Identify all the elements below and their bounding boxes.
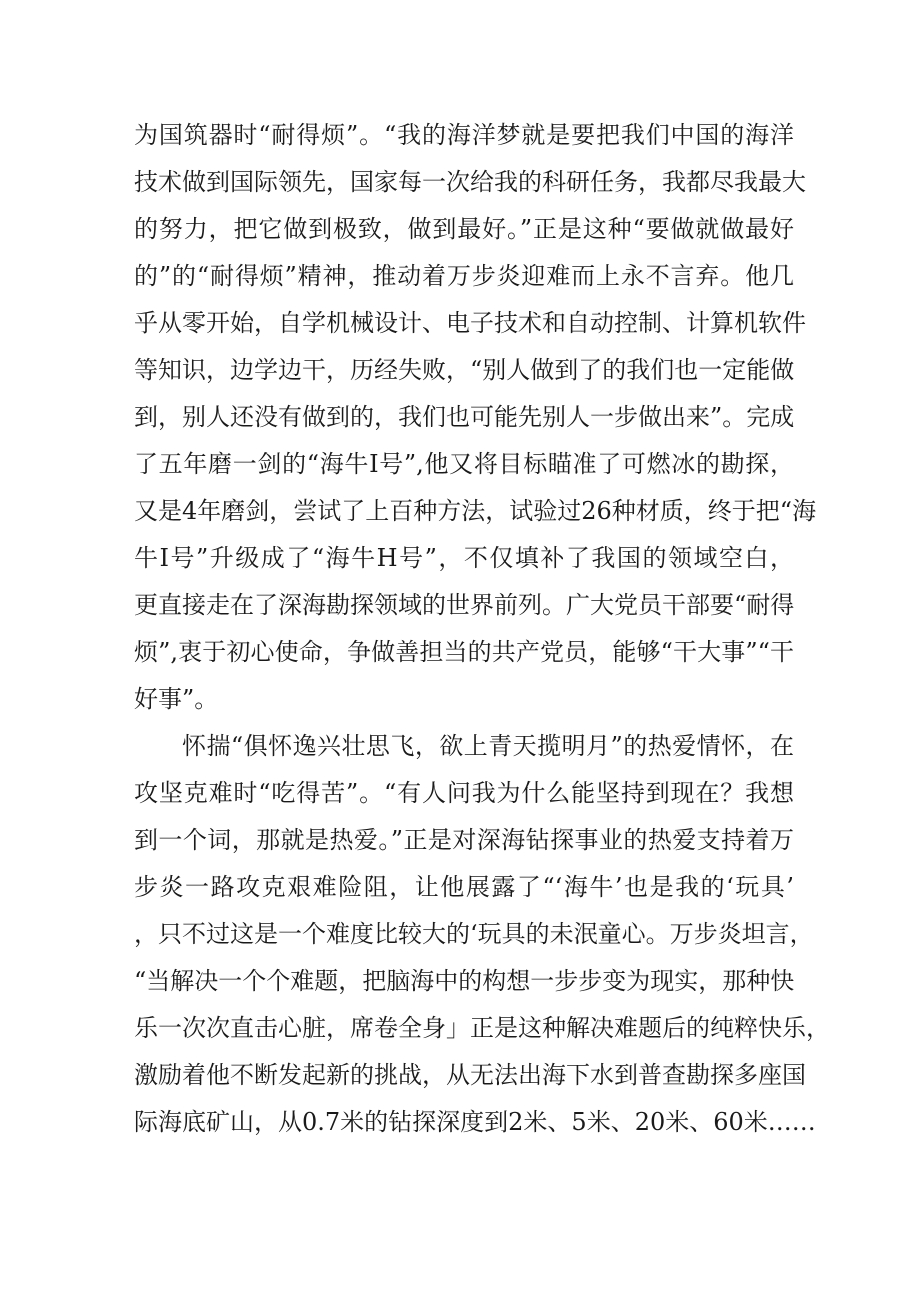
- text-line: 牛I号”升级成了“海牛H号”，不仅填补了我国的领域空白，: [134, 544, 794, 572]
- text-line: 到一个词，那就是热爱。”正是对深海钻探事业的热爱支持着万: [134, 826, 794, 854]
- text-line: 步炎一路攻克艰难险阻，让他展露了“‘海牛’也是我的‘玩具’: [134, 873, 794, 901]
- text-line: “当解决一个个难题，把脑海中的构想一步步变为现实，那种快: [134, 967, 795, 995]
- text-line: 际海底矿山，从0.7米的钻探深度到2米、5米、20米、60米……: [134, 1108, 816, 1136]
- paragraph-2: [134, 723, 830, 1146]
- text-line: 等知识，边学边干，历经失败，“别人做到了的我们也一定能做: [134, 356, 795, 384]
- text-line: 好事”。: [134, 685, 219, 713]
- text-line: 的”的“耐得烦”精神，推动着万步炎迎难而上永不言弃。他几: [134, 262, 794, 290]
- text-line: 乎从零开始，自学机械设计、电子技术和自动控制、计算机软件: [134, 309, 806, 337]
- text-line: ，只不过这是一个难度比较大的‘玩具的未泯童心。万步炎坦言，: [134, 920, 814, 948]
- text-line: 又是4年磨剑，尝试了上百种方法，试验过26种材质，终于把“海: [134, 497, 817, 525]
- text-line: 怀揣“俱怀逸兴壮思飞，欲上青天揽明月”的热爱情怀，在: [182, 732, 794, 760]
- text-line: 技术做到国际领先，国家每一次给我的科研任务，我都尽我最大: [134, 168, 806, 196]
- text-line: 了五年磨一剑的“海牛I号”,他又将目标瞄准了可燃冰的勘探，: [134, 450, 794, 478]
- text-line: 攻坚克难时“吃得苦”。“有人问我为什么能坚持到现在？我想: [134, 779, 794, 807]
- document-body: [134, 112, 830, 1146]
- text-line: 为国筑器时“耐得烦”。“我的海洋梦就是要把我们中国的海洋: [134, 121, 794, 149]
- text-line: 乐一次次直击心脏，席卷全身」正是这种解决难题后的纯粹快乐，: [134, 1014, 830, 1042]
- text-line: 更直接走在了深海勘探领域的世界前列。广大党员干部要“耐得: [134, 591, 795, 619]
- paragraph-1: [134, 112, 817, 723]
- text-line: 烦”,衷于初心使命，争做善担当的共产党员，能够“干大事”“干: [134, 638, 794, 666]
- text-line: 的努力，把它做到极致，做到最好。”正是这种“要做就做最好: [134, 215, 794, 243]
- text-line: 到，别人还没有做到的，我们也可能先别人一步做出来”。完成: [134, 403, 795, 431]
- text-line: 激励着他不断发起新的挑战，从无法出海下水到普查勘探多座国: [134, 1061, 806, 1089]
